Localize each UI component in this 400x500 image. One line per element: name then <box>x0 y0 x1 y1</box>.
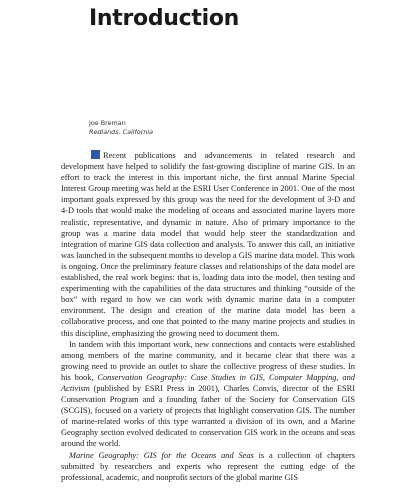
paragraph-1 <box>61 150 355 339</box>
book-title-conservation-geography: Conservation Geography: Case Studies in GIS, Computer Mapping, and Activism <box>61 372 355 393</box>
paragraph-1-text: Recent publications and advancements in related research and development have helped to solidify the fast-growing discipline of marine GIS. In an effort to track the interest in this important niche, the first annual Marine Special Interest Group meeting was held at the ESRI User Conference in 2001. One of the most important goals expressed by this group was the need for the development of 3-D and 4-D tools that would make the modeling of oceans and associated marine layers more realistic, representative, and dynamic in nature. Also of primary importance to the group was a marine data model that would help steer the standardization and integration of marine GIS data collection and analysis. To answer this call, an initiative was launched in the subsequent months to develop a GIS marine data model. This work is ongoing. Once the preliminary feature classes and relationships of the data model are established, the real work begins: that is, loading data into the model, then testing and experimenting with the capabilities of the data structures and thinking “outside of the box” with regard to how we can work with dynamic marine data in a computer environment. The design and creation of the marine data model has been a collaborative process, and one that pointed to the many marine projects and studies in this discipline, emphasizing the growing need to document them. <box>61 151 355 338</box>
paragraph-2-text-a: In tandem with this important work, new connections and contacts were established among members of the marine community, and it became clear that there was a growing need to provide an outlet to share the collective progress of these studies. In his book, <box>61 339 355 382</box>
author-location: Redlands, California <box>89 127 154 136</box>
chapter-title: Introduction <box>89 6 240 31</box>
book-title-marine-geography: Marine Geography: GIS for the Oceans and Seas <box>69 450 254 460</box>
body-text <box>61 150 355 483</box>
author-name: Joe Breman <box>89 119 126 127</box>
lead-square-icon <box>91 150 100 159</box>
byline <box>89 119 153 136</box>
paragraph-2-text-b: (published by ESRI Press in 2001), Charles Convis, director of the ESRI Conservation Program and a founding father of the Society for Conservation GIS (SCGIS), focused on a variety of projects that highlight conservation GIS. The number of marine-related works of this type warranted a division of its own, and a Marine Geography section evolved dedicated to conservation GIS work in the oceans and seas around the world. <box>61 383 355 449</box>
paragraph-3 <box>61 450 355 483</box>
paragraph-3-text: is a collection of chapters submitted by researchers and experts who represent the cutting edge of the professional, academic, and nonprofit sectors of the global marine GIS <box>61 450 356 482</box>
paragraph-2 <box>61 339 355 450</box>
